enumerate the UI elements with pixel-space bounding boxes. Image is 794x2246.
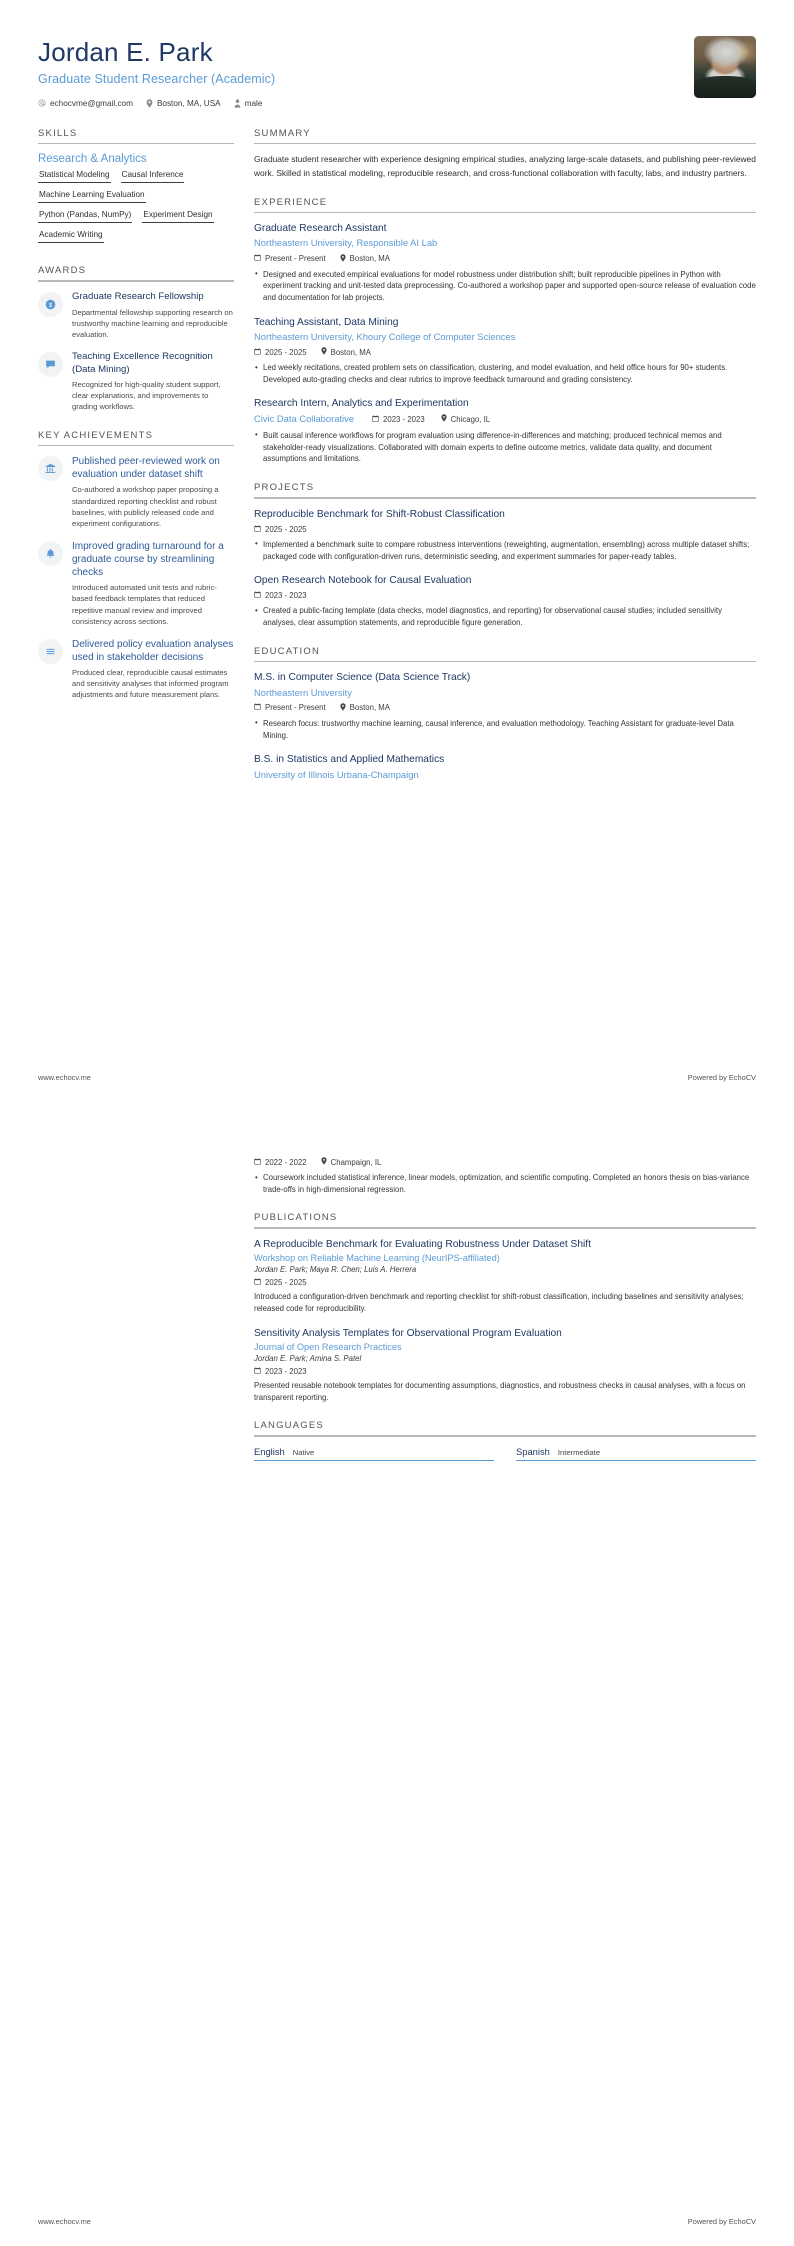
education-dates: Present - Present	[254, 703, 326, 712]
education-entry	[254, 671, 756, 741]
map-pin-icon	[146, 99, 153, 108]
award-title: Teaching Excellence Recognition (Data Mining)	[72, 350, 213, 375]
calendar-icon	[372, 415, 379, 424]
list-lines-icon	[38, 639, 63, 664]
divider	[254, 661, 756, 663]
publications-heading: PUBLICATIONS	[254, 1212, 338, 1224]
map-pin-icon	[441, 414, 447, 424]
map-pin-icon	[340, 703, 346, 713]
divider	[254, 1435, 756, 1437]
education-continued	[254, 1157, 756, 1195]
experience-heading: EXPERIENCE	[254, 196, 328, 208]
project-title: Reproducible Benchmark for Shift-Robust Classification	[254, 508, 505, 520]
page-footer	[0, 1073, 794, 1082]
project-entry	[254, 574, 756, 629]
key-achievements-section	[38, 430, 234, 701]
award-title: Graduate Research Fellowship	[72, 291, 204, 303]
footer-powered-by: Powered by EchoCV	[687, 1073, 756, 1082]
projects-section	[254, 482, 756, 629]
education-heading: EDUCATION	[254, 645, 321, 657]
experience-title: Teaching Assistant, Data Mining	[254, 316, 399, 328]
divider	[254, 497, 756, 499]
award-item	[38, 291, 234, 340]
calendar-icon	[254, 525, 261, 534]
project-bullets	[254, 539, 756, 562]
skill-tag: Experiment Design	[142, 210, 213, 223]
experience-location: Boston, MA	[321, 347, 371, 357]
project-dates: 2023 - 2023	[254, 591, 307, 600]
summary-text: Graduate student researcher with experience designing empirical studies, analyzing large-scale datasets, and publishing peer-reviewed work. Skilled in statistical modeling, reproducible research, and cross-functional collaboration with faculty, labs, and industry partners.	[254, 154, 756, 178]
experience-title: Graduate Research Assistant	[254, 223, 387, 235]
skill-tag: Statistical Modeling	[38, 170, 111, 183]
experience-title: Research Intern, Analytics and Experimentation	[254, 398, 469, 410]
language-level: Intermediate	[557, 1447, 601, 1457]
experience-section	[254, 197, 756, 466]
awards-section	[38, 265, 234, 412]
map-pin-icon	[321, 347, 327, 357]
education-org: Northeastern University	[254, 686, 352, 698]
languages-heading: LANGUAGES	[254, 1420, 324, 1432]
footer-site[interactable]: www.echocv.me	[38, 2217, 91, 2226]
divider	[38, 445, 234, 447]
experience-bullets	[254, 362, 756, 385]
map-pin-icon	[340, 254, 346, 264]
location-text: Boston, MA, USA	[156, 98, 221, 108]
page-footer	[0, 2217, 794, 2226]
achievement-desc: Introduced automated unit tests and rubric-based feedback templates that reduced repetitive manual review and improved consistency across sections.	[72, 583, 217, 626]
map-pin-icon	[321, 1157, 327, 1167]
publication-desc: Presented reusable notebook templates for documenting assumptions, diagnostics, and robustness checks in causal analyses, with a focus on transparent reporting.	[254, 1380, 746, 1402]
publication-title: A Reproducible Benchmark for Evaluating Robustness Under Dataset Shift	[254, 1238, 591, 1250]
bank-institution-icon	[38, 456, 63, 481]
publication-title: Sensitivity Analysis Templates for Observational Program Evaluation	[254, 1327, 562, 1339]
calendar-icon	[254, 591, 261, 600]
email-icon	[38, 99, 46, 107]
calendar-icon	[254, 703, 261, 712]
calendar-icon	[254, 254, 261, 263]
divider	[254, 212, 756, 214]
publication-entry	[254, 1238, 756, 1315]
divider	[254, 1227, 756, 1229]
experience-bullets	[254, 269, 756, 304]
language-level: Native	[292, 1447, 315, 1457]
experience-org: Northeastern University, Responsible AI Lab	[254, 237, 438, 249]
bullet: • Led weekly recitations, created problem sets on classification, clustering, and model evaluation, and held office hours for 90+ students. Developed auto-grading checks and clear rubrics to improve feedback turnaround and grading consistency.	[254, 362, 756, 385]
person-icon	[234, 99, 241, 108]
experience-entry	[254, 397, 756, 465]
experience-entry	[254, 222, 756, 304]
education-section	[254, 646, 756, 781]
footer-powered-by: Powered by EchoCV	[687, 2217, 756, 2226]
contact-gender	[234, 99, 263, 108]
skills-section	[38, 128, 234, 249]
publications-section	[254, 1212, 756, 1403]
summary-heading: SUMMARY	[254, 127, 311, 139]
divider	[254, 143, 756, 145]
award-desc: Departmental fellowship supporting research on trustworthy machine learning and reproducible evaluation.	[72, 307, 233, 339]
bullet: • Created a public-facing template (data checks, model diagnostics, and reporting) for observational causal studies; included sensitivity analyses, clear assumption statements, and reproducible figure generation.	[254, 605, 756, 628]
avatar	[694, 36, 756, 98]
divider	[38, 280, 234, 282]
contact-email[interactable]	[38, 99, 133, 108]
education-location: Champaign, IL	[321, 1157, 382, 1167]
experience-entry	[254, 316, 756, 386]
job-title: Graduate Student Researcher (Academic)	[38, 71, 276, 86]
education-title: M.S. in Computer Science (Data Science Track)	[254, 672, 471, 684]
resume-header	[38, 34, 756, 114]
contact-location	[146, 99, 221, 108]
coin-dollar-icon	[38, 292, 63, 317]
achievement-item	[38, 455, 234, 529]
education-title: B.S. in Statistics and Applied Mathematics	[254, 754, 445, 766]
achievement-title: Published peer-reviewed work on evaluation under dataset shift	[72, 456, 220, 481]
achievement-title: Improved grading turnaround for a graduate course by streamlining checks	[72, 540, 224, 579]
languages-section	[254, 1420, 756, 1461]
skills-heading: SKILLS	[38, 127, 78, 139]
footer-site[interactable]: www.echocv.me	[38, 1073, 91, 1082]
divider	[38, 143, 234, 145]
publication-dates: 2023 - 2023	[254, 1367, 307, 1376]
education-org: University of Illinois Urbana-Champaign	[254, 768, 419, 780]
project-title: Open Research Notebook for Causal Evaluation	[254, 575, 472, 587]
achievement-desc: Produced clear, reproducible causal estimates and sensitivity analyses that informed program adjustments and future measurement plans.	[72, 668, 229, 700]
bullet: • Built causal inference workflows for program evaluation using difference-in-differences and matching; produced technical memos and stakeholder-ready visualizations. Collaborated with domain experts to define outcome metrics, validate data quality, and document assumptions and limitations.	[254, 430, 756, 465]
calendar-icon	[254, 1278, 261, 1287]
experience-org: Northeastern University, Khoury College of Computer Sciences	[254, 330, 516, 342]
publication-authors: Jordan E. Park; Maya R. Chen; Luis A. Herrera	[254, 1265, 417, 1275]
language-name: Spanish	[516, 1445, 550, 1457]
experience-dates: 2025 - 2025	[254, 348, 307, 357]
achievement-desc: Co-authored a workshop paper proposing a standardized reporting checklist and robust baselines, with publicly released code and experiment configurations.	[72, 485, 219, 528]
resume-page-2	[0, 1123, 794, 2246]
language-name: English	[254, 1445, 285, 1457]
publication-authors: Jordan E. Park; Amina S. Patel	[254, 1353, 362, 1363]
publication-venue: Workshop on Reliable Machine Learning (NeurIPS-affiliated)	[254, 1253, 500, 1264]
education-dates: 2022 - 2022	[254, 1158, 307, 1167]
achievement-title: Delivered policy evaluation analyses used in stakeholder decisions	[72, 638, 234, 663]
publication-dates: 2025 - 2025	[254, 1278, 307, 1287]
experience-location: Chicago, IL	[441, 414, 490, 424]
experience-dates: 2023 - 2023	[372, 415, 425, 424]
summary-section	[254, 128, 756, 180]
skill-tag: Machine Learning Evaluation	[38, 190, 146, 203]
language-list	[254, 1446, 756, 1461]
education-bullets	[254, 1172, 756, 1195]
publication-venue: Journal of Open Research Practices	[254, 1341, 402, 1352]
language-item	[254, 1446, 494, 1461]
contact-row	[38, 99, 275, 108]
publication-desc: Introduced a configuration-driven benchmark and reporting checklist for shift-robust classification, including baselines and sensitivity analyses; released code for reproducibility.	[254, 1292, 744, 1313]
bullet: • Coursework included statistical inference, linear models, optimization, and scientific computing. Completed an honors thesis on bias-variance trade-offs in high-dimensional regression.	[254, 1172, 756, 1195]
experience-dates: Present - Present	[254, 254, 326, 263]
achievement-item	[38, 540, 234, 627]
projects-heading: PROJECTS	[254, 482, 315, 494]
email-text: echocvme@gmail.com	[50, 98, 133, 108]
skill-tag: Python (Pandas, NumPy)	[38, 210, 132, 223]
bullet: • Research focus: trustworthy machine learning, causal inference, and evaluation methodology. Teaching Assistant for graduate-level Data Mining.	[254, 718, 756, 741]
page-title: Jordan E. Park	[38, 37, 213, 67]
award-item	[38, 351, 234, 413]
skill-tag: Academic Writing	[38, 230, 104, 243]
language-item	[516, 1446, 756, 1461]
bullet: • Implemented a benchmark suite to compare robustness interventions (reweighting, augmentation, ensembling) across multiple dataset shifts; packaged code with configuration-driven runs, deterministic seeding, and experiment summaries for paper-ready tables.	[254, 539, 756, 562]
calendar-icon	[254, 1158, 261, 1167]
calendar-icon	[254, 348, 261, 357]
skill-tag-list	[38, 170, 234, 248]
bullet: • Designed and executed empirical evaluations for model robustness under distribution shift; built reproducible pipelines in Python with experiment tracking and unit-tested data preprocessing. Co-authored a workshop paper and supported open-source release of evaluation code and documentation for lab projects.	[254, 269, 756, 304]
awards-heading: AWARDS	[38, 265, 87, 277]
chat-bubble-icon	[38, 352, 63, 377]
experience-location: Boston, MA	[340, 254, 390, 264]
publication-entry	[254, 1327, 756, 1404]
project-entry	[254, 508, 756, 563]
education-bullets	[254, 718, 756, 741]
skill-tag: Causal Inference	[121, 170, 185, 183]
experience-org: Civic Data Collaborative	[254, 412, 355, 424]
gender-text: male	[244, 98, 263, 108]
calendar-icon	[254, 1367, 261, 1376]
experience-bullets	[254, 430, 756, 465]
bell-icon	[38, 541, 63, 566]
achievement-item	[38, 638, 234, 701]
education-location: Boston, MA	[340, 703, 390, 713]
key-achievements-heading: KEY ACHIEVEMENTS	[38, 429, 154, 441]
project-dates: 2025 - 2025	[254, 525, 307, 534]
education-entry	[254, 753, 756, 780]
skill-group-name: Research & Analytics	[38, 153, 147, 166]
project-bullets	[254, 605, 756, 628]
award-desc: Recognized for high-quality student support, clear explanations, and improvements to grading workflows.	[72, 380, 221, 412]
svg-text:$: $	[48, 302, 53, 309]
